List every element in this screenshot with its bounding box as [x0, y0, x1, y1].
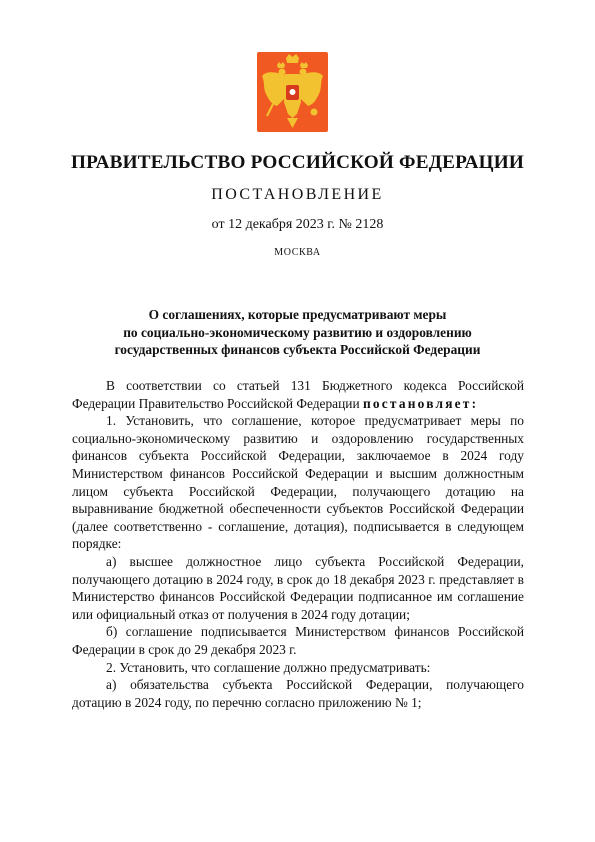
paragraph-item-1a: а) высшее должностное лицо субъекта Российской Федерации, получающего дотацию в 2024 году, в срок до 18 декабря 2023 г. представляет в Министерство финансов Российской Федерации подписанное им соглашение или официальный отказ от получения в 2024 году дотации; — [72, 553, 524, 622]
document-subject — [0, 306, 595, 359]
subject-line: государственных финансов субъекта Российской Федерации — [114, 342, 481, 357]
subject-line: О соглашениях, которые предусматривают меры — [148, 307, 447, 322]
document-body — [72, 377, 524, 711]
government-title: ПРАВИТЕЛЬСТВО РОССИЙСКОЙ ФЕДЕРАЦИИ — [70, 152, 525, 173]
paragraph-item-2a: а) обязательства субъекта Российской Федерации, получающего дотацию в 2024 году, по перечню согласно приложению № 1; — [72, 677, 524, 710]
emblem-orb — [311, 109, 318, 116]
paragraph-item-1: 1. Установить, что соглашение, которое предусматривает меры по социально-экономическому развитию и оздоровлению государственных финансов субъекта Российской Федерации, заключаемое в 2024 году Министерством финансов Российской Федерации и высшим должностным лицом субъекта Российской Федерации, получающего дотацию на выравнивание бюджетной обеспеченности субъектов Российской Федерации (далее соответственно - соглашение, дотация), подписывается в следующем порядке: — [72, 413, 524, 552]
document-date-number: от 12 декабря 2023 г. № 2128 — [211, 217, 384, 232]
emblem-rider — [290, 89, 296, 95]
coat-of-arms-emblem — [257, 52, 328, 132]
document-type: ПОСТАНОВЛЕНИЕ — [211, 186, 384, 203]
paragraph-preamble — [72, 377, 524, 412]
paragraph-item-1b: б) соглашение подписывается Министерством финансов Российской Федерации в срок до 29 декабря 2023 г. — [72, 624, 524, 657]
preamble-text: В соответствии со статьей 131 Бюджетного кодекса Российской Федерации Правительство Российской Федерации — [72, 378, 524, 411]
paragraph-item-2: 2. Установить, что соглашение должно предусматривать: — [106, 659, 431, 675]
subject-line: по социально-экономическому развитию и оздоровлению — [123, 324, 472, 340]
decree-keyword: постановляет: — [362, 395, 479, 411]
document-city: МОСКВА — [274, 247, 321, 258]
